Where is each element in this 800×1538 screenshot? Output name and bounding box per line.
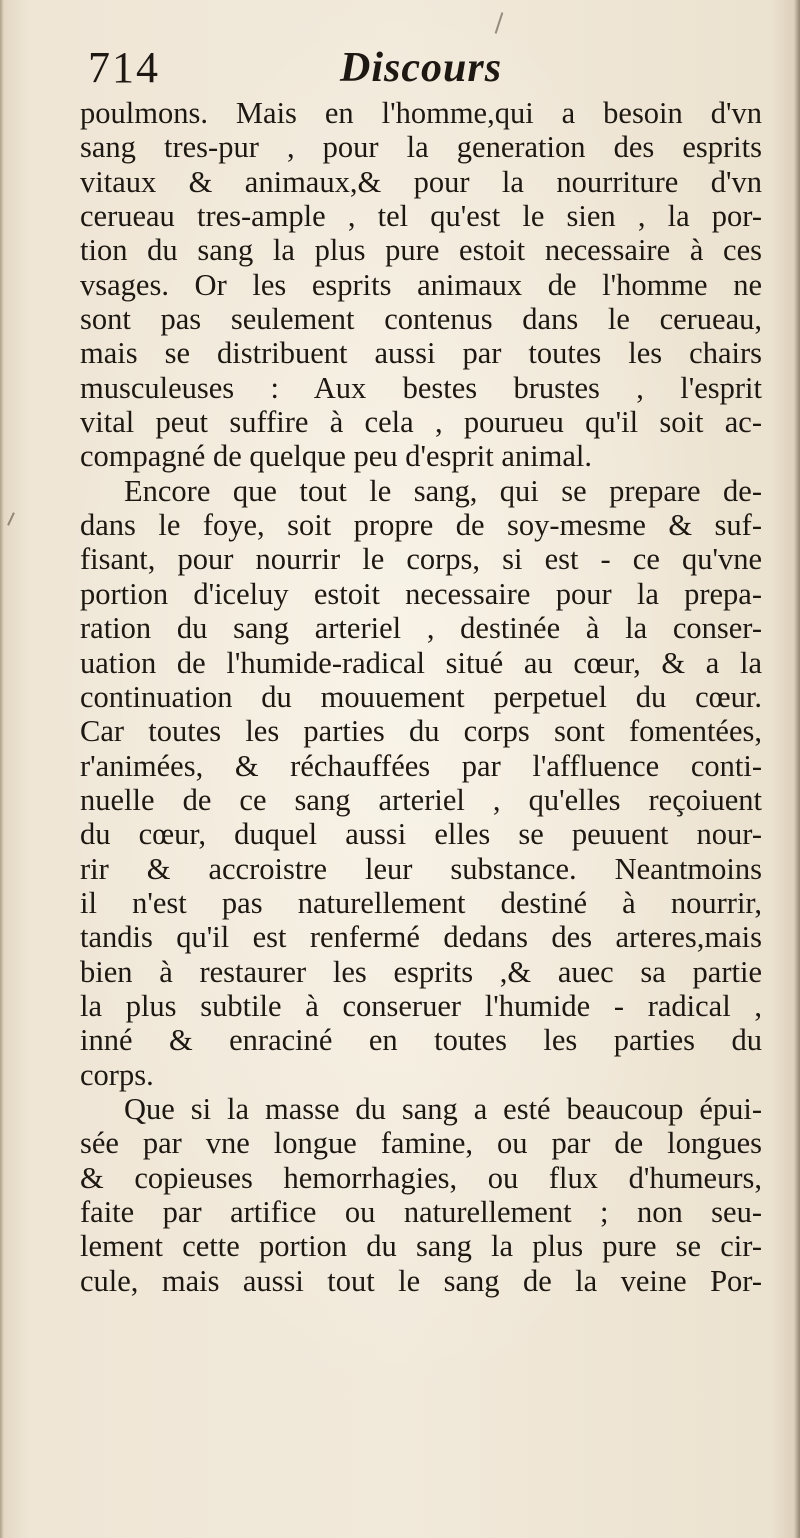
text-line: Car toutes les parties du corps sont fomentées, — [80, 714, 762, 749]
text-line: mais se distribuent aussi par toutes les chairs — [80, 336, 762, 371]
text-line: poulmons. Mais en l'homme,qui a besoin d'vn — [80, 96, 762, 130]
text-line: sée par vne longue famine, ou par de longues — [80, 1126, 762, 1161]
text-line: cerueau tres-ample , tel qu'est le sien , la por- — [80, 199, 762, 234]
text-line: portion d'iceluy estoit necessaire pour la prepa- — [80, 576, 762, 611]
text-line: la plus subtile à conseruer l'humide - radical , — [80, 988, 762, 1023]
ink-speck-top — [495, 12, 504, 34]
text-line: ration du sang arteriel , destinée à la conser- — [80, 611, 762, 646]
text-line: vital peut suffire à cela , pourueu qu'il soit ac- — [80, 405, 762, 440]
text-line: nuelle de ce sang arteriel , qu'elles reçoiuent — [80, 782, 762, 817]
text-line: fisant, pour nourrir le corps, si est - ce qu'vne — [80, 542, 762, 577]
running-head: Discours — [340, 45, 503, 91]
body-text — [80, 96, 762, 1298]
text-line: corps. — [80, 1057, 154, 1092]
text-line-paragraph-start: Encore que tout le sang, qui se prepare de- — [124, 473, 762, 508]
text-line: rir & accroistre leur substance. Neantmoins — [80, 851, 762, 886]
text-line: du cœur, duquel aussi elles se peuuent nour- — [80, 817, 762, 852]
page-left-edge-shadow — [0, 0, 4, 1538]
text-line: faite par artifice ou naturellement ; non seu- — [80, 1195, 762, 1229]
text-line: musculeuses : Aux bestes brustes , l'esprit — [80, 370, 762, 405]
text-line: bien à restaurer les esprits ,& auec sa partie — [80, 954, 762, 989]
text-line: cule, mais aussi tout le sang de la veine Por- — [80, 1263, 762, 1298]
text-line: r'animées, & réchauffées par l'affluence conti- — [80, 748, 762, 783]
text-line: lement cette portion du sang la plus pure se cir- — [80, 1229, 762, 1264]
text-line: il n'est pas naturellement destiné à nourrir, — [80, 885, 762, 920]
text-line: tandis qu'il est renfermé dedans des arteres,mais — [80, 920, 762, 955]
page-header — [78, 42, 768, 94]
text-line: inné & enraciné en toutes les parties du — [80, 1023, 762, 1058]
ink-speck-margin — [7, 512, 15, 526]
text-line: tion du sang la plus pure estoit necessaire à ces — [80, 233, 762, 268]
text-line: sont pas seulement contenus dans le cerueau, — [80, 302, 762, 337]
text-line-paragraph-start: Que si la masse du sang a esté beaucoup épui- — [124, 1091, 762, 1126]
text-line: uation de l'humide-radical situé au cœur, & a la — [80, 645, 762, 680]
text-line: continuation du mouuement perpetuel du cœur. — [80, 679, 762, 714]
text-line: compagné de quelque peu d'esprit animal. — [80, 439, 592, 474]
text-line: vitaux & animaux,& pour la nourriture d'vn — [80, 164, 762, 199]
text-line: dans le foye, soit propre de soy-mesme & suf- — [80, 508, 762, 543]
text-line: & copieuses hemorrhagies, ou flux d'humeurs, — [80, 1160, 762, 1195]
text-line: vsages. Or les esprits animaux de l'homme ne — [80, 267, 762, 302]
page-number: 714 — [88, 43, 160, 92]
text-line: sang tres-pur , pour la generation des esprits — [80, 130, 762, 165]
page-right-edge-shadow — [794, 0, 800, 1538]
